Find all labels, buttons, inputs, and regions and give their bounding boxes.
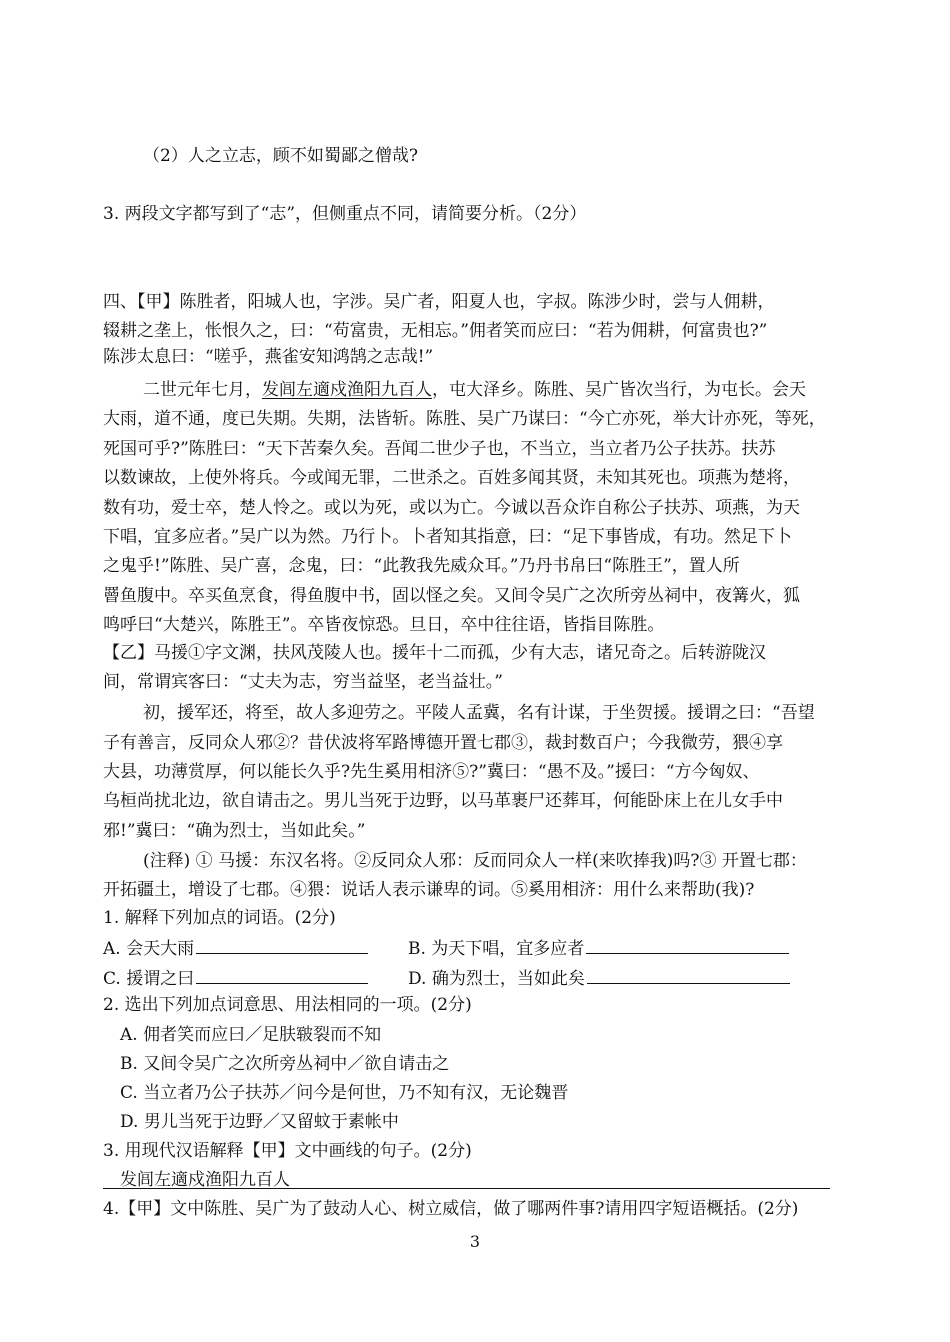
jia-p2-line-6: 下唱，宜多应者。”吴广以为然。乃行卜。卜者知其指意，曰：“足下事皆成，有功。然足下卜 [103, 527, 792, 547]
jia-line-1: 四、【甲】陈胜者，阳城人也，字涉。吴广者，阳夏人也，字叔。陈涉少时，尝与人佣耕， [103, 292, 775, 312]
underlined-sentence: 发闾左適戍渔阳九百人 [262, 380, 432, 400]
question-4: 4.【甲】文中陈胜、吴广为了鼓动人心、树立威信，做了哪两件事?请用四字短语概括。(2分) [103, 1199, 799, 1219]
jia-p2-line-3: 死国可乎?”陈胜曰：“天下苦秦久矣。吾闻二世少子也，不当立，当立者乃公子扶苏。扶苏 [103, 439, 776, 459]
question-1: 1. 解释下列加点的词语。(2分) [103, 908, 336, 928]
q1-option-c [103, 965, 368, 991]
jia-p2-line-8: 罾鱼腹中。卒买鱼烹食，得鱼腹中书，固以怪之矣。又间令吴广之次所旁丛祠中，夜篝火，狐 [103, 586, 800, 606]
question-3-prev: 3. 两段文字都写到了“志”，但侧重点不同，请简要分析。（2分） [103, 204, 587, 224]
jia-p2-line-5: 数有功，爱士卒，楚人怜之。或以为死，或以为亡。今诚以吾众诈自称公子扶苏、项燕，为天 [103, 498, 800, 518]
q1-option-b [408, 935, 789, 961]
answer-blank-d[interactable] [587, 965, 790, 984]
q3-sentence: 发闾左適戍渔阳九百人 [120, 1170, 290, 1190]
jia-line-2: 辍耕之垄上，怅恨久之，曰：“苟富贵，无相忘。”佣者笑而应曰：“若为佣耕，何富贵也?” [103, 321, 768, 341]
jia-p2-line-2: 大雨，道不通，度已失期。失期，法皆斩。陈胜、吴广乃谋曰：“今亡亦死，举大计亦死，等死， [103, 409, 826, 429]
q1-option-b-text: B. 为天下唱，宜多应者 [408, 939, 585, 959]
jia-line-3: 陈涉太息曰：“嗟乎，燕雀安知鸿鹄之志哉!” [103, 347, 434, 367]
q2-option-c: C. 当立者乃公子扶苏／问今是何世，乃不知有汉，无论魏晋 [120, 1083, 569, 1103]
question-2: 2. 选出下列加点词意思、用法相同的一项。(2分) [103, 995, 472, 1015]
answer-blank-c[interactable] [196, 965, 368, 984]
jia-p2-line-9: 鸣呼曰“大楚兴，陈胜王”。卒皆夜惊恐。旦日，卒中往往语，皆指目陈胜。 [103, 615, 665, 635]
yi-p2-line-5: 邪!”冀曰：“确为烈士，当如此矣。” [103, 821, 366, 841]
q1-option-d-text: D. 确为烈士，当如此矣 [408, 969, 585, 989]
yi-p2-line-3: 大县，功薄赏厚，何以能长久乎?先生奚用相济⑤?”冀曰：“愚不及。”援曰：“方今匈奴、 [103, 762, 760, 782]
q2-option-b: B. 又间令吴广之次所旁丛祠中／欲自请击之 [120, 1054, 450, 1074]
answer-line[interactable] [103, 1188, 830, 1189]
q2-option-a: A. 佣者笑而应曰／足肤皲裂而不知 [120, 1025, 382, 1045]
q2-option-d: D. 男儿当死于边野／又留蚊于素帐中 [120, 1112, 399, 1132]
answer-blank-a[interactable] [196, 935, 368, 954]
q1-option-c-text: C. 援谓之曰 [103, 969, 195, 989]
note-line-1: (注释) ① 马援：东汉名将。②反同众人邪：反而同众人一样(来吹捧我)吗?③ 开置七郡： [143, 851, 807, 871]
yi-p2-line-2: 子有善言，反同众人邪②？昔伏波将军路博德开置七郡③，裁封数百户；今我微劳，猥④享 [103, 733, 783, 753]
page-number: 3 [469, 1232, 481, 1251]
yi-p2-line-4: 乌桓尚扰北边，欲自请击之。男儿当死于边野，以马革裹尸还葬耳，何能卧床上在儿女手中 [103, 791, 783, 811]
question-2-sub: （2）人之立志，顾不如蜀鄙之僧哉? [143, 146, 418, 166]
note-line-2: 开拓疆土，增设了七郡。④猥：说话人表示谦卑的词。⑤奚用相济：用什么来帮助(我)? [103, 880, 755, 900]
jia-p2-line-4: 以数谏故，上使外将兵。今或闻无罪，二世杀之。百姓多闻其贤，未知其死也。项燕为楚将， [103, 468, 800, 488]
yi-line-2: 间，常谓宾客曰：“丈夫为志，穷当益坚，老当益壮。” [103, 672, 503, 692]
q1-option-a-text: A. 会天大雨 [103, 939, 195, 959]
yi-p2-line-1: 初，援军还，将至，故人多迎劳之。平陵人孟冀，名有计谋，于坐贺援。援谓之曰：“吾望 [143, 703, 815, 723]
answer-blank-b[interactable] [586, 935, 789, 954]
jia-p2-line-1 [143, 378, 806, 402]
jia-p2-indent: 二世元年七月， [143, 380, 262, 400]
jia-p2-line-7: 之鬼乎!”陈胜、吴广喜，念鬼，曰：“此教我先威众耳。”乃丹书帛曰“陈胜王”，置人所 [103, 556, 740, 576]
question-3: 3. 用现代汉语解释【甲】文中画线的句子。(2分) [103, 1141, 472, 1161]
q1-option-a [103, 935, 368, 961]
yi-line-1: 【乙】马援①字文渊，扶风茂陵人也。援年十二而孤，少有大志，诸兄奇之。后转游陇汉 [103, 643, 766, 663]
q1-option-d [408, 965, 790, 991]
jia-p2-rest: ，屯大泽乡。陈胜、吴广皆次当行，为屯长。会天 [432, 380, 806, 400]
